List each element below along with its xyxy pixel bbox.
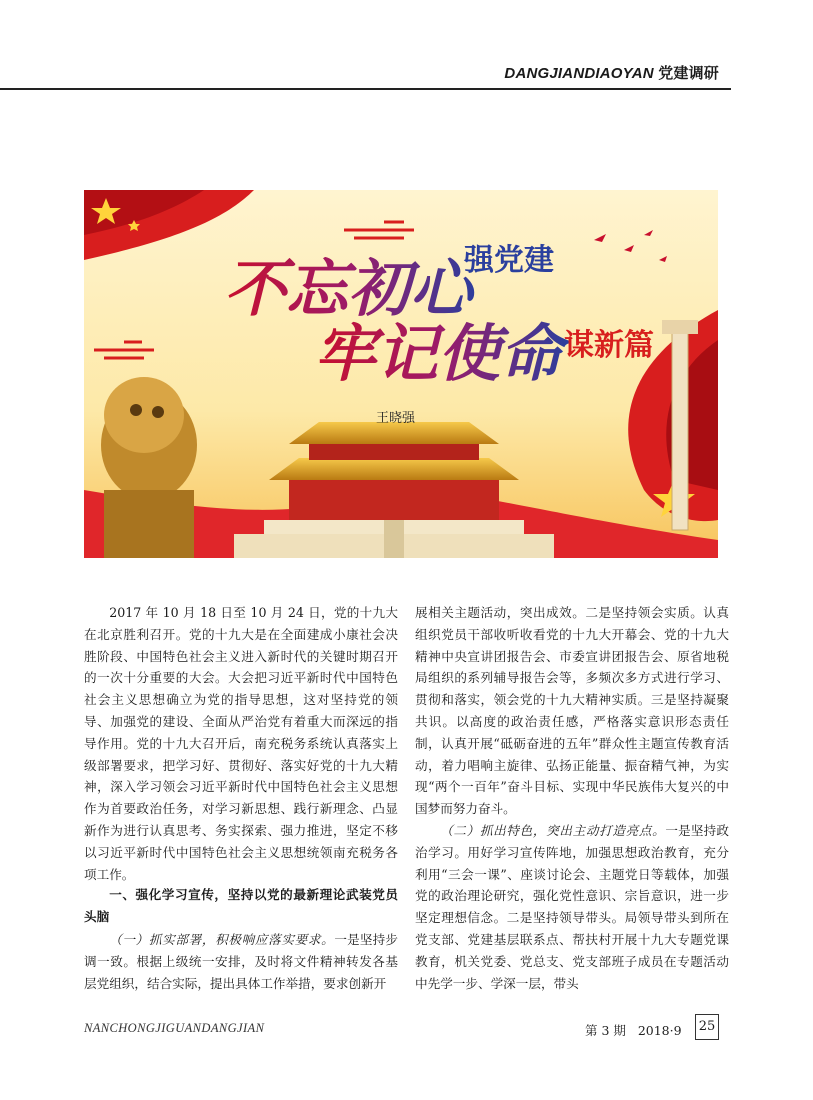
banner-tag1: 强党建 (464, 243, 554, 278)
subsection-2-text: 一是坚持政治学习。用好学习宣传阵地，加强思想政治教育，充分利用“三会一课”、座谈讨论会、主题党日等载体，加强党的政治理论研究，强化党性意识、宗旨意识，进一步坚定理想信念。二是坚持领导带头。局领导带头到所在党支部、党建基层联系点、帮扶村开展十九大专题党课教育，机关党委、党总支、党支部班子成员在专题活动中先学一步、学深一层，带头 (415, 822, 730, 991)
subsection-2-lead: （二）抓出特色，突出主动打造亮点。 (440, 822, 666, 838)
column-right (415, 602, 729, 994)
footer-journal-name: NANCHONGJIGUANDANGJIAN (84, 1021, 265, 1035)
header-chinese: 党建调研 (658, 65, 719, 82)
subsection-1-text: 一是坚持步调一致。根据上级统一安排，及时将文件精神转发各基层党组织，结合实际，提出具体工作举措，要求创新开 (84, 931, 399, 991)
header-latin: DANGJIANDIAOYAN (504, 65, 654, 82)
footer-issue-info (585, 1021, 682, 1039)
author-name: 王晓强 (376, 411, 416, 426)
running-header (504, 62, 719, 83)
header-rule (0, 88, 731, 90)
banner-line1: 不忘初心 (224, 252, 473, 325)
banner-line2: 牢记使命 (314, 317, 563, 390)
subsection-1-lead: （一）抓实部署，积极响应落实要求。 (109, 931, 335, 947)
paragraph-subsection-1-continued: 展相关主题活动，突出成效。二是坚持领会实质。认真组织党员干部收听收看党的十九大开幕会、党的十九大精神中央宣讲团报告会、市委宣讲团报告会、原省地税局组织的系列辅导报告会等，多频次多方式进行学习、贯彻和落实，领会党的十九大精神实质。三是坚持凝聚共识。以高度的政治责任感，严格落实意识形态责任制，认真开展“砥砺奋进的五年”群众性主题宣传教育活动，着力唱响主旋律、弘扬正能量、振奋精气神，为实现“两个一百年”奋斗目标、实现中华民族伟大复兴的中国梦而努力奋斗。 (415, 605, 729, 817)
section-heading-1: 一、强化学习宣传，坚持以党的最新理论武装党员头脑 (84, 888, 398, 925)
banner-tag2: 谋新篇 (564, 328, 654, 363)
paragraph-subsection-1 (84, 929, 398, 994)
page-number: 25 (695, 1014, 719, 1040)
footer-issue: 第 3 期 (585, 1023, 626, 1038)
paragraph-intro: 2017 年 10 月 18 日至 10 月 24 日，党的十九大在北京胜利召开。党的十九大是在全面建成小康社会决胜阶段、中国特色社会主义进入新时代的关键时期召开的一次十分重要的大会。大会把习近平新时代中国特色社会主义思想确立为党的指导思想，这对坚持党的领导、加强党的建设、全面从严治党有着重大而深远的指导作用。党的十九大召开后，南充税务系统认真落实上级部署要求，把学习好、贯彻好、落实好党的十九大精神，深入学习领会习近平新时代中国特色社会主义思想作为首要政治任务，对学习新思想、践行新理念、凸显新作为进行认真思考、务实探索、强力推进，坚定不移以习近平新时代中国特色社会主义思想统领南充税务各项工作。 (84, 605, 398, 882)
footer-date: 2018·9 (637, 1023, 682, 1038)
paragraph-subsection-2 (415, 820, 729, 994)
banner-image (84, 190, 718, 558)
huabiao-pillar (672, 330, 688, 530)
column-left (84, 602, 398, 994)
